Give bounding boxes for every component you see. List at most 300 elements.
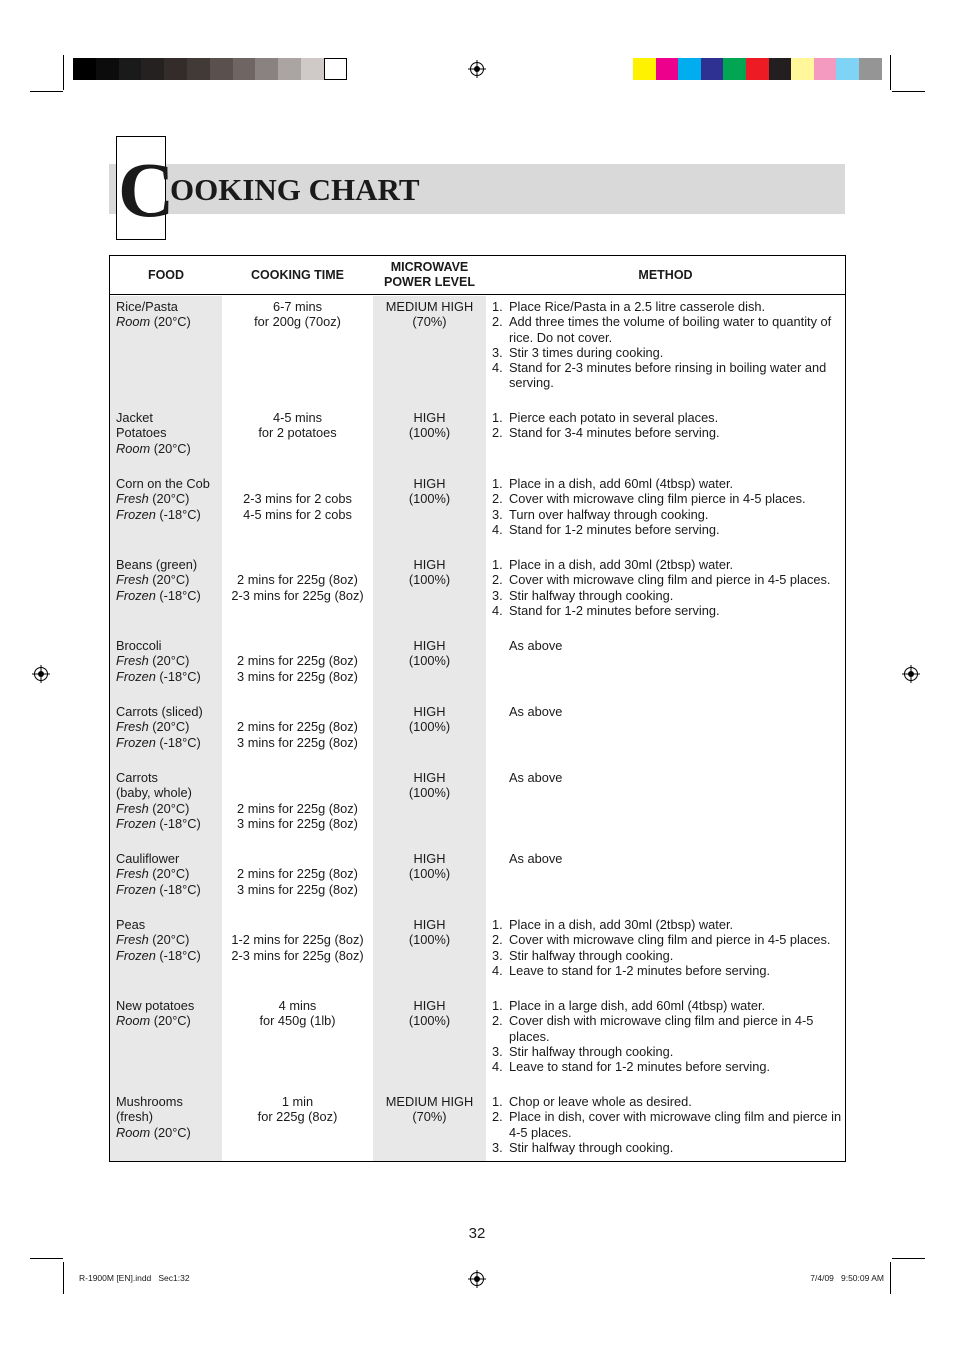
- color-swatch: [678, 58, 701, 80]
- food-name: New potatoes: [116, 998, 195, 1013]
- step-text: Cover dish with microwave cling film and pierce in 4-5 places.: [509, 1013, 814, 1044]
- method-cell: [492, 410, 842, 441]
- food-condition: [116, 653, 201, 668]
- power-level-line: (100%): [408, 425, 451, 441]
- step-text: Leave to stand for 1-2 minutes before serving.: [509, 1059, 771, 1075]
- food-condition: [116, 491, 210, 506]
- method-cell: [492, 1094, 842, 1155]
- food-cell: [116, 476, 210, 522]
- cooking-time-line: [222, 917, 373, 932]
- method-step: [492, 314, 842, 345]
- step-text: Cover with microwave cling film pierce in 4-5 places.: [509, 491, 806, 507]
- step-text: Stir halfway through cooking.: [509, 947, 674, 963]
- gray-swatch: [164, 58, 187, 80]
- food-cell: [116, 704, 203, 750]
- step-text: Stand for 3-4 minutes before serving.: [509, 425, 720, 441]
- color-swatch: [814, 58, 837, 80]
- food-state: Frozen: [116, 587, 156, 603]
- cooking-time-cell: [222, 917, 373, 963]
- power-level-line: MEDIUM HIGH: [385, 299, 474, 314]
- cooking-time-cell: [222, 299, 373, 330]
- cooking-time-cell: [222, 851, 373, 897]
- method-step: [492, 491, 842, 506]
- food-temperature: (20°C): [148, 800, 190, 816]
- food-temperature: (20°C): [150, 314, 191, 330]
- food-state: Room: [116, 314, 151, 330]
- cooking-time-line: 2-3 mins for 225g (8oz): [231, 947, 364, 963]
- gray-swatch: [278, 58, 301, 80]
- header-power-level: [373, 256, 486, 294]
- cooking-time-line: 1 min: [281, 1094, 314, 1109]
- step-number: 2.: [492, 1109, 503, 1125]
- method-step: [492, 1013, 842, 1044]
- food-temperature: (-18°C): [155, 947, 201, 963]
- food-condition: [116, 441, 191, 456]
- method-step: [492, 299, 842, 314]
- food-name: Jacket: [116, 410, 153, 425]
- food-state: Fresh: [116, 653, 149, 669]
- cooking-time-line: 2 mins for 225g (8oz): [237, 719, 358, 735]
- power-level-line: (100%): [408, 491, 451, 507]
- food-name: (fresh): [116, 1109, 153, 1125]
- food-temperature: (20°C): [148, 932, 190, 948]
- header-cooking-time: [222, 256, 373, 294]
- power-level-cell: [373, 998, 486, 1029]
- food-condition: [116, 932, 201, 947]
- method-step: [492, 917, 842, 932]
- cooking-time-line: 2 mins for 225g (8oz): [237, 572, 358, 588]
- food-state: Room: [116, 1013, 151, 1029]
- color-swatch: [746, 58, 769, 80]
- color-swatch: [701, 58, 724, 80]
- registration-mark-icon: [470, 1272, 484, 1286]
- cooking-time-line: [222, 785, 373, 800]
- food-temperature: (20°C): [150, 1124, 191, 1140]
- cooking-time-line: for 225g (8oz): [257, 1109, 338, 1125]
- food-condition: [116, 669, 201, 684]
- crop-mark: [30, 1258, 63, 1259]
- food-temperature: (-18°C): [155, 734, 201, 750]
- method-step: [492, 1044, 842, 1059]
- method-step: [492, 948, 842, 963]
- food-temperature: (20°C): [150, 1013, 191, 1029]
- crop-mark: [892, 91, 925, 92]
- method-cell: [492, 704, 842, 719]
- power-level-cell: [373, 410, 486, 441]
- power-level-cell: [373, 638, 486, 669]
- food-cell: [116, 638, 201, 684]
- cooking-time-line: [222, 851, 373, 866]
- step-text: Place in a dish, add 30ml (2tbsp) water.: [509, 917, 734, 932]
- method-step: [492, 557, 842, 572]
- header-power-label-2: POWER LEVEL: [384, 275, 475, 289]
- method-step: [492, 1140, 842, 1155]
- food-state: Fresh: [116, 572, 149, 588]
- gray-swatch: [324, 58, 347, 80]
- method-cell: [492, 851, 842, 866]
- method-step: [492, 410, 842, 425]
- color-swatch: [791, 58, 814, 80]
- method-steps: [492, 299, 842, 391]
- step-number: 4.: [492, 360, 503, 376]
- step-text: Cover with microwave cling film and pierce in 4-5 places.: [509, 572, 831, 588]
- power-level-line: (70%): [412, 1109, 447, 1125]
- step-text: Place in a large dish, add 60ml (4tbsp) water.: [509, 998, 766, 1013]
- cooking-time-line: 3 mins for 225g (8oz): [237, 734, 358, 750]
- color-swatch: [769, 58, 792, 80]
- step-text: Stand for 1-2 minutes before serving.: [509, 521, 720, 537]
- power-level-line: HIGH: [413, 770, 446, 785]
- food-temperature: (-18°C): [155, 506, 201, 522]
- food-state: Frozen: [116, 947, 156, 963]
- power-level-line: HIGH: [413, 638, 446, 653]
- step-number: 1.: [492, 476, 503, 491]
- cooking-time-line: [222, 638, 373, 653]
- step-text: Stand for 1-2 minutes before serving.: [509, 602, 720, 618]
- method-step: [492, 932, 842, 947]
- step-text: Cover with microwave cling film and pierce in 4-5 places.: [509, 932, 831, 948]
- cooking-time-line: 4-5 mins: [272, 410, 323, 425]
- food-temperature: (20°C): [148, 653, 190, 669]
- step-number: 1.: [492, 917, 503, 932]
- food-condition: [116, 314, 191, 329]
- title-initial: C: [118, 146, 175, 233]
- step-number: 1.: [492, 557, 503, 572]
- food-state: Fresh: [116, 866, 149, 882]
- page-number: 32: [468, 1225, 486, 1242]
- method-cell: [492, 998, 842, 1074]
- food-state: Fresh: [116, 491, 149, 507]
- crop-mark: [63, 1262, 64, 1294]
- power-level-line: HIGH: [413, 410, 446, 425]
- step-text: Chop or leave whole as desired.: [509, 1094, 692, 1109]
- cooking-time-line: 2 mins for 225g (8oz): [237, 800, 358, 816]
- power-level-line: HIGH: [413, 917, 446, 932]
- color-swatch: [723, 58, 746, 80]
- method-step: [492, 360, 842, 391]
- food-name: Broccoli: [116, 638, 162, 653]
- color-swatch: [656, 58, 679, 80]
- power-level-line: HIGH: [413, 998, 446, 1013]
- registration-mark-icon: [470, 62, 484, 76]
- cooking-time-line: 2-3 mins for 2 cobs: [243, 491, 352, 507]
- gray-swatch: [233, 58, 256, 80]
- step-text: Stir 3 times during cooking.: [509, 344, 664, 360]
- step-number: 3.: [492, 344, 503, 360]
- cooking-time-line: for 200g (70oz): [254, 314, 341, 330]
- food-state: Frozen: [116, 881, 156, 897]
- food-condition: [116, 507, 210, 522]
- method-cell: [492, 557, 842, 618]
- cooking-time-line: 3 mins for 225g (8oz): [237, 881, 358, 897]
- method-step: [492, 963, 842, 978]
- registration-mark-icon: [34, 667, 48, 681]
- method-cell: [492, 476, 842, 537]
- cooking-time-line: 3 mins for 225g (8oz): [237, 668, 358, 684]
- power-level-cell: [373, 299, 486, 330]
- power-level-line: HIGH: [413, 851, 446, 866]
- food-temperature: (-18°C): [155, 815, 201, 831]
- gray-swatch: [210, 58, 233, 80]
- method-step: [492, 1059, 842, 1074]
- food-condition: [116, 735, 203, 750]
- cooking-time-line: [222, 557, 373, 572]
- food-condition: [116, 816, 201, 831]
- file-info: R-1900M [EN].indd Sec1:32: [79, 1273, 190, 1283]
- method-steps: [492, 410, 842, 441]
- step-number: 4.: [492, 602, 503, 618]
- food-temperature: (-18°C): [155, 881, 201, 897]
- food-name: Carrots (sliced): [116, 704, 203, 719]
- step-number: 4.: [492, 962, 503, 978]
- cooking-time-line: 2 mins for 225g (8oz): [237, 866, 358, 882]
- cooking-time-line: 3 mins for 225g (8oz): [237, 815, 358, 831]
- step-text: Stand for 2-3 minutes before rinsing in boiling water and serving.: [509, 360, 827, 391]
- food-temperature: (20°C): [150, 440, 191, 456]
- method-step: [492, 1109, 842, 1140]
- step-text: Place in a dish, add 60ml (4tbsp) water.: [509, 476, 734, 491]
- food-condition: [116, 1125, 191, 1140]
- crop-mark: [892, 1258, 925, 1259]
- method-cell: [492, 917, 842, 978]
- method-step: [492, 345, 842, 360]
- cooking-time-cell: [222, 1094, 373, 1125]
- food-state: Frozen: [116, 815, 156, 831]
- food-cell: [116, 851, 201, 897]
- cooking-time-cell: [222, 704, 373, 750]
- power-level-line: (70%): [412, 314, 447, 330]
- print-date: 7/4/09 9:50:09 AM: [810, 1273, 884, 1283]
- method-text: As above: [509, 704, 563, 719]
- method-step: [492, 1094, 842, 1109]
- food-state: Fresh: [116, 719, 149, 735]
- step-number: 1.: [492, 998, 503, 1013]
- crop-mark: [30, 91, 63, 92]
- step-number: 2.: [492, 572, 503, 588]
- step-text: Pierce each potato in several places.: [509, 410, 719, 425]
- food-condition: [116, 588, 201, 603]
- header-power-label-1: MICROWAVE: [390, 260, 469, 274]
- cooking-time-cell: [222, 770, 373, 831]
- power-level-cell: [373, 770, 486, 801]
- cooking-time-line: 6-7 mins: [272, 299, 323, 314]
- cooking-time-line: for 450g (1lb): [259, 1013, 336, 1029]
- power-level-cell: [373, 1094, 486, 1125]
- header-method: [486, 256, 845, 294]
- food-state: Room: [116, 440, 151, 456]
- header-food-label: FOOD: [147, 267, 185, 282]
- cooking-time-cell: [222, 638, 373, 684]
- crop-mark: [890, 1262, 891, 1294]
- gray-swatch: [187, 58, 210, 80]
- step-text: Place in dish, cover with microwave cling film and pierce in 4-5 places.: [509, 1109, 842, 1140]
- gray-swatch: [301, 58, 324, 80]
- food-state: Room: [116, 1124, 151, 1140]
- step-text: Place in a dish, add 30ml (2tbsp) water.: [509, 557, 734, 572]
- food-cell: [116, 557, 201, 603]
- header-divider: [110, 294, 845, 295]
- food-condition: [116, 882, 201, 897]
- food-condition: [116, 801, 201, 816]
- power-level-line: (100%): [408, 653, 451, 669]
- food-temperature: (20°C): [148, 719, 190, 735]
- food-temperature: (-18°C): [155, 668, 201, 684]
- cooking-time-line: 2 mins for 225g (8oz): [237, 653, 358, 669]
- cooking-time-cell: [222, 410, 373, 441]
- step-number: 3.: [492, 506, 503, 522]
- cooking-time-line: [222, 476, 373, 491]
- crop-mark: [890, 55, 891, 90]
- food-name: (baby, whole): [116, 785, 192, 801]
- step-text: Stir halfway through cooking.: [509, 1139, 674, 1155]
- gray-swatch: [119, 58, 142, 80]
- registration-mark-icon: [904, 667, 918, 681]
- method-text: As above: [509, 851, 563, 866]
- method-cell: [492, 299, 842, 391]
- food-name: Corn on the Cob: [116, 476, 210, 491]
- power-level-cell: [373, 917, 486, 948]
- method-text: As above: [509, 638, 563, 653]
- food-condition: [116, 572, 201, 587]
- gray-swatch: [255, 58, 278, 80]
- food-cell: [116, 410, 191, 456]
- step-text: Place Rice/Pasta in a 2.5 litre casserole dish.: [509, 299, 766, 314]
- food-state: Frozen: [116, 668, 156, 684]
- method-step: [492, 572, 842, 587]
- cooking-chart-table: [109, 255, 846, 1162]
- food-state: Fresh: [116, 800, 149, 816]
- color-swatch: [859, 58, 882, 80]
- power-level-line: MEDIUM HIGH: [385, 1094, 474, 1109]
- step-number: 2.: [492, 932, 503, 948]
- food-temperature: (20°C): [148, 866, 190, 882]
- power-level-line: (100%): [408, 572, 451, 588]
- method-step: [492, 522, 842, 537]
- step-number: 2.: [492, 491, 503, 507]
- header-food: [110, 256, 222, 294]
- power-level-line: (100%): [408, 1013, 451, 1029]
- step-number: 1.: [492, 299, 503, 314]
- power-level-line: HIGH: [413, 704, 446, 719]
- step-number: 3.: [492, 587, 503, 603]
- power-level-cell: [373, 476, 486, 507]
- food-state: Fresh: [116, 932, 149, 948]
- method-step: [492, 588, 842, 603]
- header-time-label: COOKING TIME: [250, 267, 345, 282]
- step-number: 3.: [492, 947, 503, 963]
- food-cell: [116, 1094, 191, 1140]
- cooking-time-line: [222, 704, 373, 719]
- food-name: Cauliflower: [116, 851, 180, 866]
- cooking-time-line: [222, 770, 373, 785]
- power-level-line: (100%): [408, 866, 451, 882]
- cooking-time-cell: [222, 476, 373, 522]
- step-text: Turn over halfway through cooking.: [509, 506, 709, 522]
- cooking-time-line: for 2 potatoes: [258, 425, 337, 441]
- method-steps: [492, 917, 842, 978]
- cooking-time-cell: [222, 998, 373, 1029]
- method-steps: [492, 557, 842, 618]
- method-step: [492, 425, 842, 440]
- step-number: 1.: [492, 1094, 503, 1109]
- method-steps: [492, 476, 842, 537]
- color-swatch: [633, 58, 656, 80]
- power-level-cell: [373, 704, 486, 735]
- power-level-line: (100%): [408, 932, 451, 948]
- step-number: 1.: [492, 410, 503, 425]
- header-method-label: METHOD: [638, 267, 693, 282]
- cooking-time-line: 2-3 mins for 225g (8oz): [231, 587, 364, 603]
- food-cell: [116, 998, 194, 1029]
- page-title: OOKING CHART: [170, 172, 420, 207]
- food-name: Peas: [116, 917, 146, 932]
- step-text: Add three times the volume of boiling water to quantity of rice. Do not cover.: [509, 314, 832, 345]
- food-condition: [116, 719, 203, 734]
- step-text: Stir halfway through cooking.: [509, 1043, 674, 1059]
- method-step: [492, 998, 842, 1013]
- gray-swatch: [141, 58, 164, 80]
- food-condition: [116, 866, 201, 881]
- food-cell: [116, 917, 201, 963]
- step-number: 4.: [492, 1059, 503, 1075]
- power-level-line: (100%): [408, 785, 451, 801]
- step-number: 3.: [492, 1043, 503, 1059]
- method-cell: [492, 638, 842, 653]
- food-cell: [116, 299, 191, 330]
- method-text: As above: [509, 770, 563, 785]
- step-number: 2.: [492, 314, 503, 330]
- method-step: [492, 507, 842, 522]
- food-condition: [116, 948, 201, 963]
- step-number: 2.: [492, 1013, 503, 1029]
- cooking-time-line: 4 mins: [278, 998, 317, 1013]
- gray-swatch: [96, 58, 119, 80]
- cooking-time-line: 4-5 mins for 2 cobs: [243, 506, 352, 522]
- food-condition: [116, 1013, 194, 1028]
- power-level-line: (100%): [408, 719, 451, 735]
- power-level-line: HIGH: [413, 476, 446, 491]
- gray-swatch: [73, 58, 96, 80]
- power-level-cell: [373, 557, 486, 588]
- step-text: Stir halfway through cooking.: [509, 587, 674, 603]
- cooking-time-cell: [222, 557, 373, 603]
- food-temperature: (-18°C): [155, 587, 201, 603]
- cooking-time-line: 1-2 mins for 225g (8oz): [231, 932, 364, 948]
- step-text: Leave to stand for 1-2 minutes before serving.: [509, 962, 771, 978]
- food-state: Frozen: [116, 506, 156, 522]
- food-name: Carrots: [116, 770, 158, 785]
- food-name: Mushrooms: [116, 1094, 183, 1109]
- food-temperature: (20°C): [148, 491, 190, 507]
- food-name: Potatoes: [116, 425, 167, 441]
- food-state: Frozen: [116, 734, 156, 750]
- method-steps: [492, 1094, 842, 1155]
- method-steps: [492, 998, 842, 1074]
- food-temperature: (20°C): [148, 572, 190, 588]
- food-name: Rice/Pasta: [116, 299, 178, 314]
- method-step: [492, 603, 842, 618]
- food-name: Beans (green): [116, 557, 198, 572]
- power-level-line: HIGH: [413, 557, 446, 572]
- crop-mark: [63, 55, 64, 90]
- method-cell: [492, 770, 842, 785]
- method-step: [492, 476, 842, 491]
- power-level-cell: [373, 851, 486, 882]
- step-number: 3.: [492, 1139, 503, 1155]
- step-number: 4.: [492, 521, 503, 537]
- step-number: 2.: [492, 425, 503, 441]
- food-cell: [116, 770, 201, 831]
